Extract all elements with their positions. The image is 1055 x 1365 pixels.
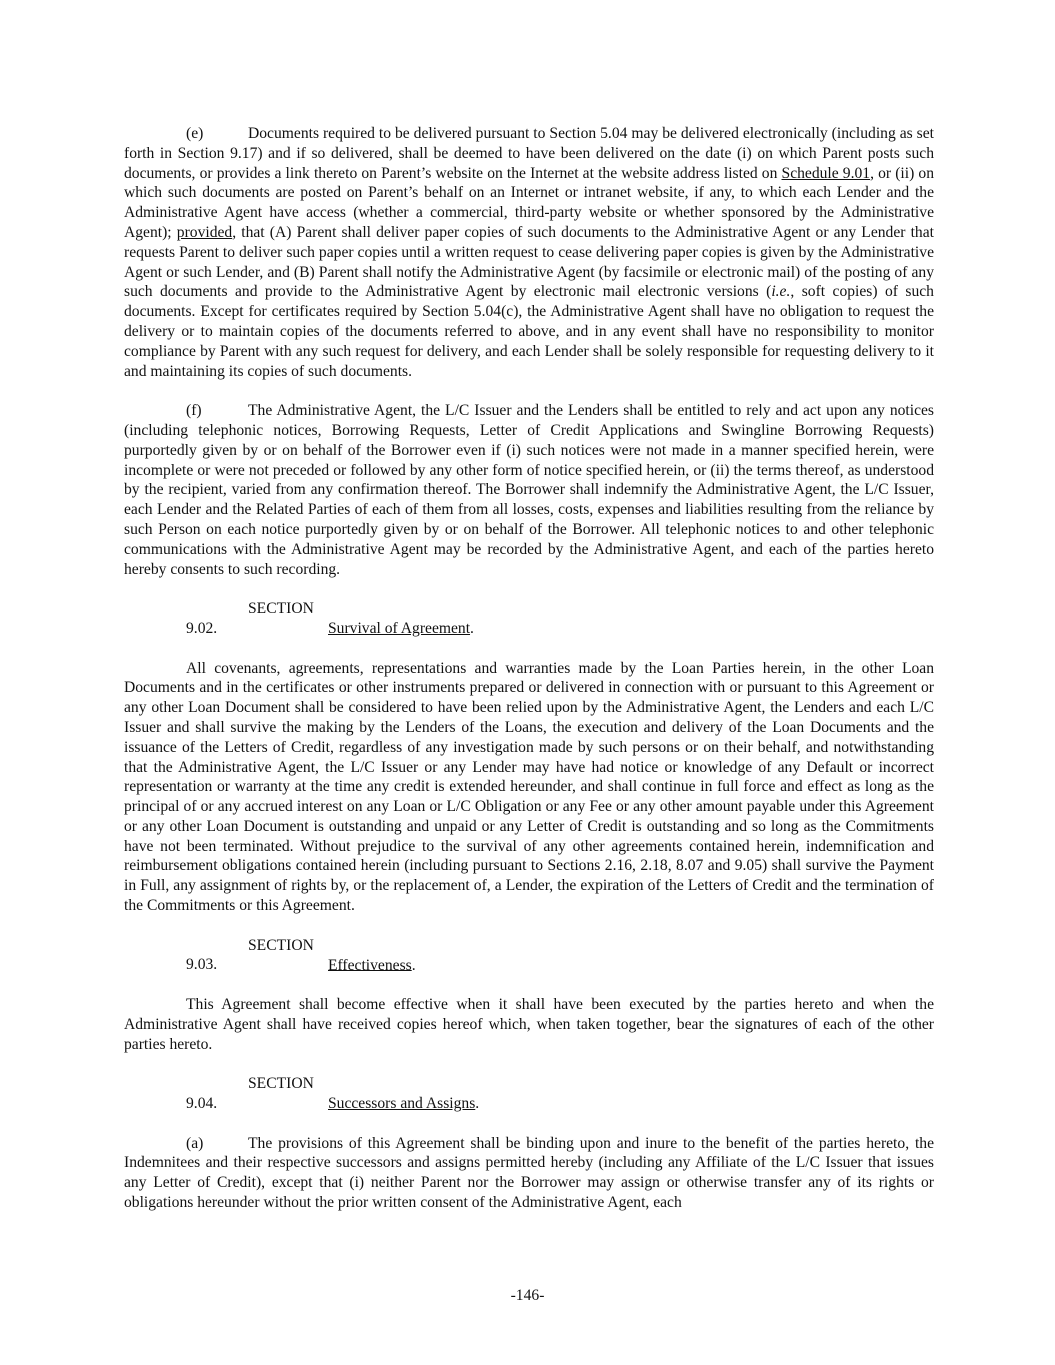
section-9-04-punct: . xyxy=(475,1095,480,1113)
section-9-03-number: SECTION 9.03. xyxy=(186,936,314,974)
section-9-04-title: Successors and Assigns xyxy=(328,1095,476,1113)
section-9-04-heading xyxy=(124,1074,934,1114)
provided-term: provided xyxy=(176,223,233,241)
page-number: -146- xyxy=(510,1287,545,1304)
section-9-03-punct: . xyxy=(411,956,416,974)
section-9-02-title: Survival of Agreement xyxy=(328,619,471,637)
section-9-04-paragraph-a-text: The provisions of this Agreement shall be binding upon and inure to the benefit of the parties hereto, the Indemnitees and their respective successors and assigns permitted hereby (including any Affiliate of the L/C Issuer that issues any Letter of Credit), except that (i) neither Parent nor the Borrower may assign or otherwise transfer any of its rights or obligations hereunder without the prior written consent of the Administrative Agent, each xyxy=(124,1134,934,1212)
section-9-03-body: This Agreement shall become effective when it shall have been executed by the parties hereto and when the Administrative Agent shall have received copies hereof which, when taken together, bear the signatures of each of the other parties hereto. xyxy=(124,996,934,1053)
section-9-04-number: SECTION 9.04. xyxy=(186,1075,314,1113)
paragraph-f-label: (f) xyxy=(186,402,202,420)
paragraph-e-text-2: , or (ii) on which such documents are posted on Parent’s behalf on an Internet or intranet website, if any, to which each Lender and the Administrative Agent have access (whether a commercial, third-party website or whether sponsored by the Administrative Agent); xyxy=(124,164,934,241)
paragraph-e-text-3: , that (A) Parent shall deliver paper copies of such documents to the Administrative Agent or any Lender that requests Parent to deliver such paper copies until a written request to cease delivering paper copies is given by the Administrative Agent or such Lender, and (B) Parent shall notify the Administrative Agent (by facsimile or electronic mail) of the posting of any such documents and provide to the Administrative Agent by electronic mail electronic versions ( xyxy=(124,223,934,301)
paragraph-f-text: The Administrative Agent, the L/C Issuer and the Lenders shall be entitled to rely and act upon any notices (including telephonic notices, Borrowing Requests, Letter of Credit Applications and Swingline Borrowing Requests) purportedly given by or on behalf of the Borrower even if (i) such notices were not made in a manner specified herein, were incomplete or were not preceded or followed by any other form of notice specified herein, or (ii) the terms thereof, as understood by the recipient, varied from any confirmation thereof. The Borrower shall indemnify the Administrative Agent, the L/C Issuer, each Lender and the Related Parties of each of them from all losses, costs, expenses and liabilities resulting from the reliance by such Person on each notice purportedly given by or on behalf of the Borrower. All telephonic notices to and other telephonic communications with the Administrative Agent may be recorded by the Administrative Agent, and each of the parties hereto hereby consents to such recording. xyxy=(124,402,934,578)
paragraph-f xyxy=(124,401,934,579)
paragraph-e-text-4: , soft copies) of such documents. Except for certificates required by Section 5.04(c), the Administrative Agent shall have no obligation to request the delivery or to maintain copies of the documents referred to above, and in any event shall have no responsibility to monitor compliance by Parent with any such request for delivery, and each Lender shall be solely responsible for requesting delivery to it and maintaining its copies of such documents. xyxy=(124,283,934,380)
section-9-02-number: SECTION 9.02. xyxy=(186,600,314,637)
section-9-03-title: Effectiveness xyxy=(328,956,412,974)
section-9-04-paragraph-a-label: (a) xyxy=(186,1134,204,1152)
section-9-02-punct: . xyxy=(470,619,474,637)
ie-term: i.e. xyxy=(771,283,791,301)
page-content xyxy=(124,124,934,1233)
paragraph-e-label: (e) xyxy=(186,125,204,142)
section-9-02-heading xyxy=(124,599,934,639)
section-9-03-heading xyxy=(124,936,934,976)
section-9-04-paragraph-a xyxy=(124,1134,934,1213)
section-9-02-body: All covenants, agreements, representations and warranties made by the Loan Parties herein, in the other Loan Documents and in the certificates or other instruments prepared or delivered in connection with or pursuant to this Agreement or any other Loan Document shall be considered to have been relied upon by the Administrative Agent, the Lenders and each L/C Issuer and shall survive the making by the Lenders of the Loans, the execution and delivery of the Loan Documents and the issuance of the Letters of Credit, regardless of any investigation made by such persons or on their behalf, and notwithstanding that the Administrative Agent, the L/C Issuer or any Lender may have had notice or knowledge of any Default or incorrect representation or warranty at the time any credit is extended hereunder, and shall continue in full force and effect as long as the principal of or any accrued interest on any Loan or L/C Obligation or any Fee or any other amount payable under this Agreement or any other Loan Document is outstanding and unpaid or any Letter of Credit is outstanding and so long as the Commitments have not been terminated. Without prejudice to the survival of any other agreements contained herein, indemnification and reimbursement obligations contained herein (including pursuant to Sections 2.16, 2.18, 8.07 and 9.05) shall survive the Payment in Full, any assignment of rights by, or the replacement of, a Lender, the expiration of the Letters of Credit and the termination of the Commitments or this Agreement. xyxy=(124,659,934,915)
paragraph-e-text-1: Documents required to be delivered pursuant to Section 5.04 may be delivered electronically (including as set forth in Section 9.17) and if so delivered, shall be deemed to have been delivered on the date (i) on which Parent posts such documents, or provides a link thereto on Parent’s website on the Internet at the website address listed on xyxy=(124,125,934,182)
schedule-reference: Schedule 9.01 xyxy=(781,164,871,182)
paragraph-e xyxy=(124,124,934,381)
